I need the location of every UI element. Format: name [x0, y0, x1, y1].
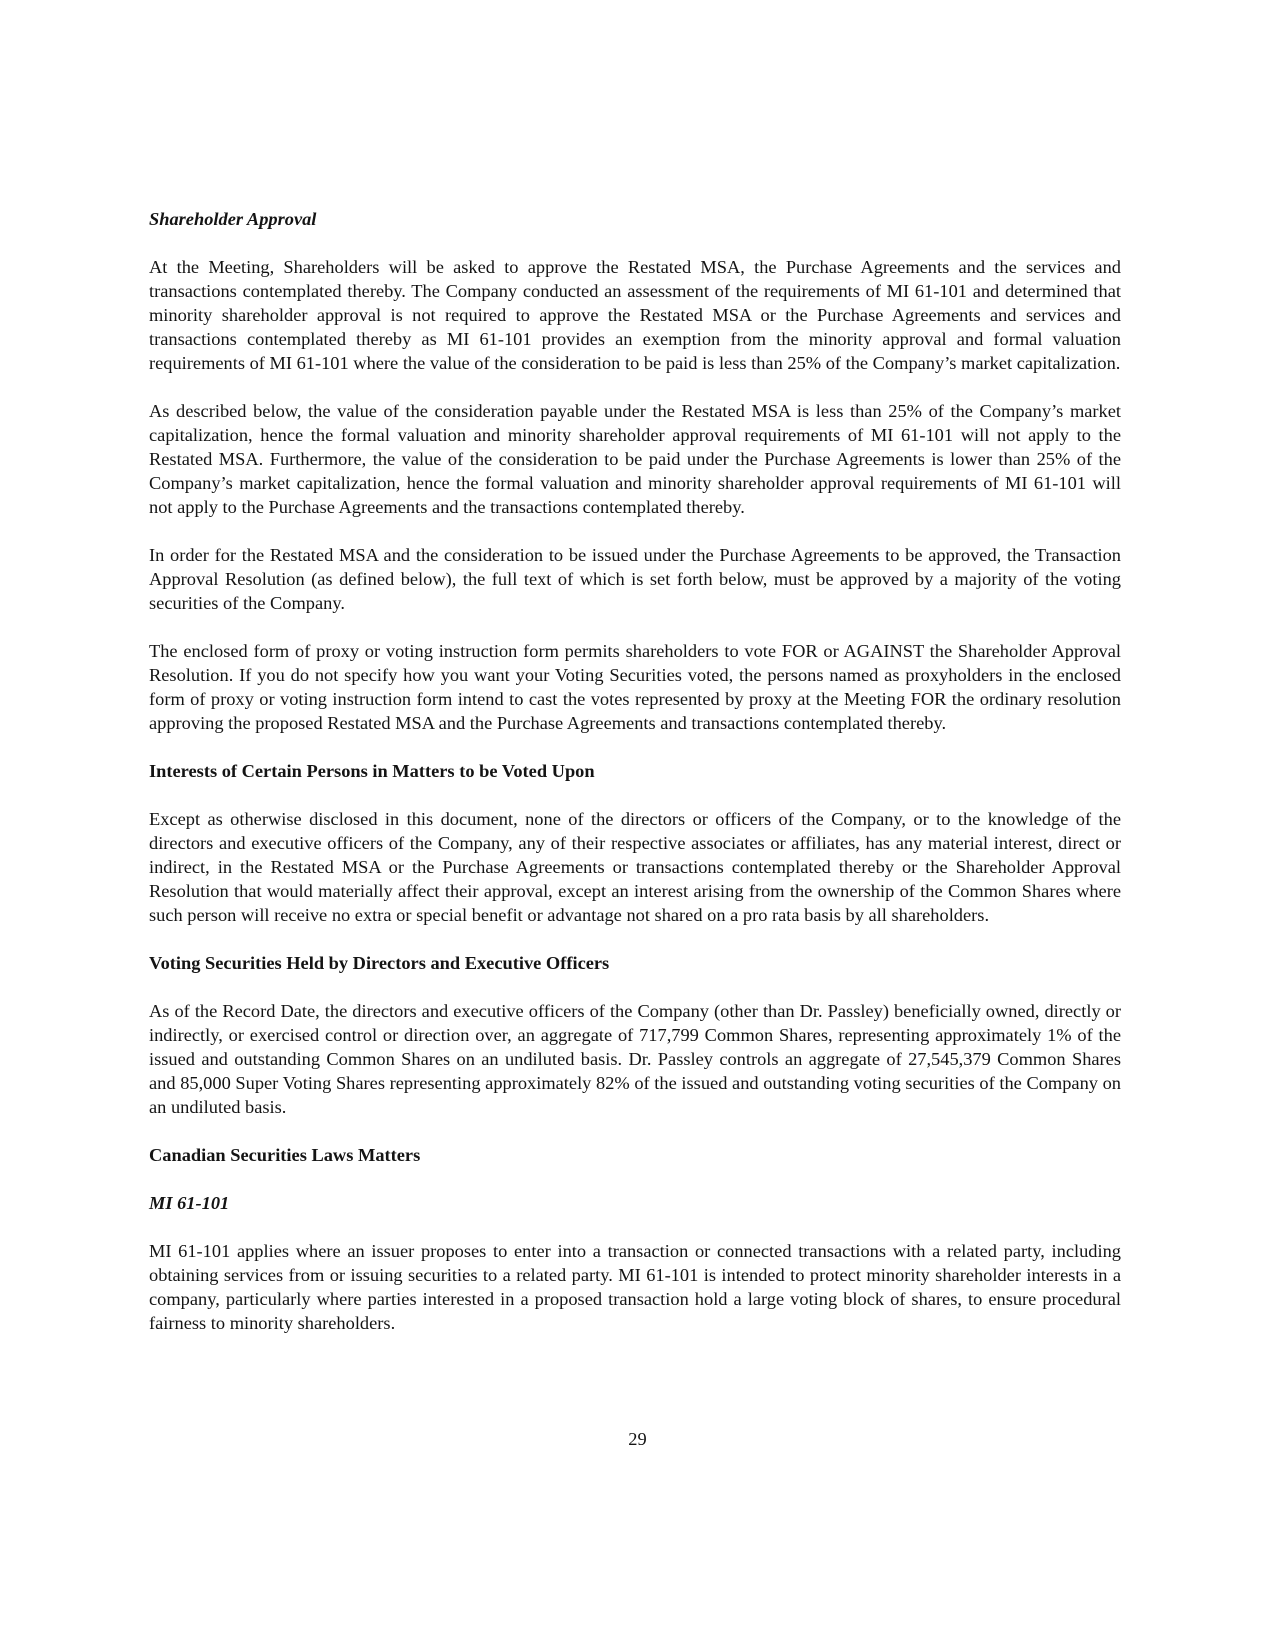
section-heading-voting-securities: Voting Securities Held by Directors and Executive Officers [149, 953, 610, 973]
section-heading-interests: Interests of Certain Persons in Matters to be Voted Upon [149, 761, 595, 781]
document-page [149, 207, 1121, 1335]
section-heading-shareholder-approval: Shareholder Approval [149, 209, 317, 229]
paragraph: As described below, the value of the consideration payable under the Restated MSA is less than 25% of the Company’s market capitalization, hence the formal valuation and minority shareholder approval requirements of MI 61-101 will not apply to the Restated MSA. Furthermore, the value of the consideration to be paid under the Purchase Agreements is lower than 25% of the Company’s market capitalization, hence the formal valuation and minority shareholder approval requirements of MI 61-101 will not apply to the Purchase Agreements and the transactions contemplated thereby. [149, 401, 1121, 517]
section-heading-mi-61-101: MI 61-101 [149, 1193, 230, 1213]
paragraph: The enclosed form of proxy or voting instruction form permits shareholders to vote FOR or AGAINST the Shareholder Approval Resolution. If you do not specify how you want your Voting Securities voted, the persons named as proxyholders in the enclosed form of proxy or voting instruction form intend to cast the votes represented by proxy at the Meeting FOR the ordinary resolution approving the proposed Restated MSA and the Purchase Agreements and transactions contemplated thereby. [149, 641, 1121, 733]
paragraph: At the Meeting, Shareholders will be asked to approve the Restated MSA, the Purchase Agreements and the services and transactions contemplated thereby. The Company conducted an assessment of the requirements of MI 61-101 and determined that minority shareholder approval is not required to approve the Restated MSA or the Purchase Agreements and services and transactions contemplated thereby as MI 61-101 provides an exemption from the minority approval and formal valuation requirements of MI 61-101 where the value of the consideration to be paid is less than 25% of the Company’s market capitalization. [149, 257, 1121, 373]
paragraph: MI 61-101 applies where an issuer proposes to enter into a transaction or connected transactions with a related party, including obtaining services from or issuing securities to a related party. MI 61-101 is intended to protect minority shareholder interests in a company, particularly where parties interested in a proposed transaction hold a large voting block of shares, to ensure procedural fairness to minority shareholders. [149, 1241, 1121, 1333]
paragraph: Except as otherwise disclosed in this document, none of the directors or officers of the Company, or to the knowledge of the directors and executive officers of the Company, any of their respective associates or affiliates, has any material interest, direct or indirect, in the Restated MSA or the Purchase Agreements or transactions contemplated thereby or the Shareholder Approval Resolution that would materially affect their approval, except an interest arising from the ownership of the Common Shares where such person will receive no extra or special benefit or advantage not shared on a pro rata basis by all shareholders. [149, 809, 1121, 925]
paragraph: As of the Record Date, the directors and executive officers of the Company (other than Dr. Passley) beneficially owned, directly or indirectly, or exercised control or direction over, an aggregate of 717,799 Common Shares, representing approximately 1% of the issued and outstanding Common Shares on an undiluted basis. Dr. Passley controls an aggregate of 27,545,379 Common Shares and 85,000 Super Voting Shares representing approximately 82% of the issued and outstanding voting securities of the Company on an undiluted basis. [149, 1001, 1121, 1117]
section-heading-canadian-securities: Canadian Securities Laws Matters [149, 1145, 421, 1165]
paragraph: In order for the Restated MSA and the consideration to be issued under the Purchase Agreements to be approved, the Transaction Approval Resolution (as defined below), the full text of which is set forth below, must be approved by a majority of the voting securities of the Company. [149, 545, 1121, 613]
page-number: 29 [628, 1429, 647, 1449]
